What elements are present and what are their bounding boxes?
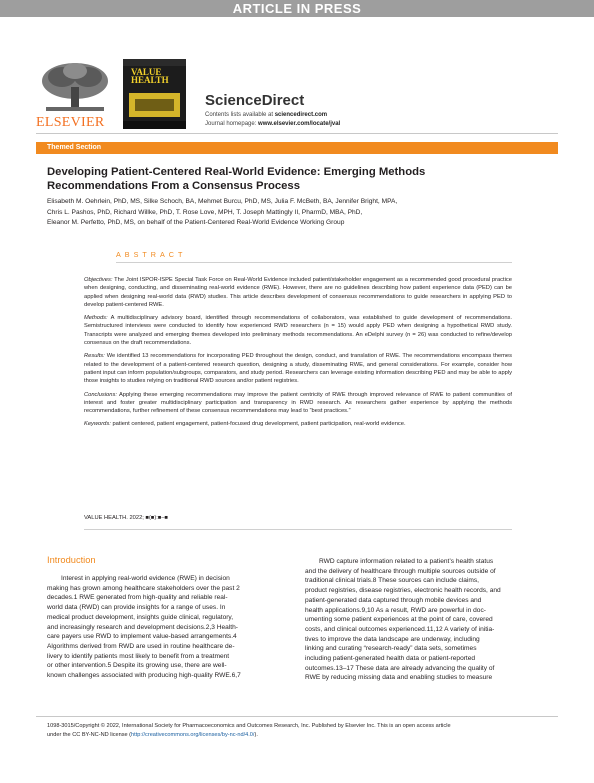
- header-divider: [36, 133, 558, 134]
- journal-citation: VALUE HEALTH. 2022; ■(■):■–■: [84, 515, 168, 521]
- text-line: Algorithms derived from RWD are used in routine healthcare de-: [47, 642, 235, 650]
- text-line: known challenges associated with producing high-quality RWE.6,7: [47, 672, 241, 680]
- text-line: and increasingly research and development decisions.2,3 Health-: [47, 623, 238, 631]
- article-title: [47, 165, 507, 193]
- author-line: Chris L. Pashos, PhD, Richard Willke, PhD, T. Rose Love, MPH, T. Joseph Mattingly II, PharmD, MBA, PhD,: [47, 208, 363, 216]
- text-line: including patient-generated health data or patient-reported: [305, 655, 476, 663]
- text-line: medical product development, insights guide clinical, regulatory,: [47, 613, 234, 621]
- cover-title: VALUE HEALTH: [131, 67, 169, 85]
- text-line: health applications.9,10 As a result, RWD are powerful in doc-: [305, 606, 486, 614]
- copyright-line: 1098-3015/Copyright © 2022, International Society for Pharmacoeconomics and Outcomes Research, Inc. Published by Elsevier Inc. This is an open access article: [47, 723, 451, 729]
- license-link[interactable]: http://creativecommons.org/licenses/by-nc-nd/4.0/: [131, 732, 255, 738]
- right-column-text: [305, 557, 547, 683]
- contents-line: [205, 112, 327, 118]
- abstract-methods: Methods: A multidisciplinary advisory board, identified through recommendations of collaborators, was established to guide development of recommendations. Semistructured interviews were conducted to identify how experienced RWD researchers (n = 15) would apply PED when designing a hypothetical RWD study. Transcripts were analyzed and emerging themes developed into preliminary methods recommendations. An eDelphi survey (n = 26) was conducted to refine/develop consensus on the draft recommendations.: [84, 315, 513, 347]
- sciencedirect-link[interactable]: sciencedirect.com: [274, 112, 328, 118]
- abstract-keywords: Keywords: patient centered, patient engagement, patient-focused drug development, patient participation, real-world evidence.: [84, 421, 406, 428]
- text-line: costs, and clinical outcomes experienced.11,12 A variety of initia-: [305, 625, 495, 633]
- abstract-results: Results: We identified 13 recommendations for incorporating PED throughout the design, conduct, and translation of RWE. The recommendations encompass themes related to the development of a patient-centered research question, designing a study, disseminating RWE, and general considerations. For example, consider how patient input can inform population/subgroups, comparators, and study period. Researchers can leverage existing information describing PED and may be able to apply those insights to studies relying on traditional RWD sources and/or patient registries.: [84, 353, 512, 385]
- text-line: world data (RWD) can provide insights for a range of uses. In: [47, 604, 226, 612]
- author-line: Elisabeth M. Oehrlein, PhD, MS, Silke Schoch, BA, Mehmet Burcu, PhD, MS, Julia F. McBeth, BA, Jennifer Bright, MPA,: [47, 198, 398, 205]
- article-in-press-banner: ARTICLE IN PRESS: [0, 0, 594, 17]
- sciencedirect-logo[interactable]: ScienceDirect: [205, 92, 305, 109]
- text-line: livery to identify patients most likely to benefit from a treatment: [47, 652, 230, 660]
- text-line: linking and curating “research-ready” data sets, sometimes: [305, 645, 477, 653]
- section-label-bar: Themed Section: [36, 142, 558, 154]
- elsevier-wordmark: ELSEVIER: [36, 115, 105, 130]
- author-line: Eleanor M. Perfetto, PhD, MS, on behalf of the Patient-Centered Real-World Evidence Working Group: [47, 219, 345, 226]
- right-column: [305, 557, 547, 683]
- text-line: care payers use RWD to implement value-based arrangements.4: [47, 633, 237, 641]
- journal-homepage-link[interactable]: www.elsevier.com/locate/jval: [258, 121, 341, 127]
- text-line: RWD capture information related to a patient’s health status: [319, 558, 494, 565]
- footer-divider: [36, 716, 558, 717]
- abstract-body: [84, 276, 512, 434]
- text-line: RWE by reducing missing data and enabling studies to measure: [305, 674, 493, 682]
- title-line: Developing Patient-Centered Real-World Evidence: Emerging Methods: [47, 166, 426, 178]
- abstract-end-rule: [84, 529, 512, 530]
- abstract-objectives: Objectives: The Joint ISPOR-ISPE Special Task Force on Real-World Evidence included patient/stakeholder engagement as a recommended good procedural practice when designing, conducting, and disseminating real-world evidence (RWE). However, there are no guidelines describing how patient experience data (PED) can be applied when designing real-world data (RWD) studies. This article describes development of consensus recommendations to guide researchers in applying PED to develop patient-centered RWE.: [84, 277, 512, 308]
- left-column-text: [47, 574, 284, 681]
- left-column: [47, 555, 284, 681]
- abstract-heading: ABSTRACT: [116, 250, 187, 259]
- text-line: decades.1 RWE generated from high-quality and reliable real-: [47, 594, 228, 602]
- text-line: product registries, disease registries, electronic health records, and: [305, 587, 501, 595]
- contents-prefix: Contents lists available at: [205, 112, 274, 118]
- text-line: and the delivery of healthcare through multiple sources outside of: [305, 567, 496, 575]
- text-line: tives to improve the data landscape are underway, including: [305, 635, 480, 643]
- abstract-conclusions: Conclusions: Applying these emerging recommendations may improve the patient centricity of RWE through improved relevance of RWE to patient communities of interest and foster greater multidisciplinary participation and transparency in RWD research. As researchers gather experience by applying the methods recommendations, further refinement of these consensus recommendations may lead to “best practices.”: [84, 391, 512, 415]
- license-line: under the CC BY-NC-ND license (http://creativecommons.org/licenses/by-nc-nd/4.0/).: [47, 732, 258, 738]
- text-line: making has grown among healthcare stakeholders over the past 2: [47, 584, 240, 592]
- journal-prefix: Journal homepage:: [205, 121, 257, 127]
- journal-cover-image: [123, 59, 186, 129]
- text-line: outcomes.13–17 These data are already advancing the quality of: [305, 664, 495, 672]
- text-line: traditional clinical trials.8 These sources can include claims,: [305, 577, 479, 585]
- introduction-heading: Introduction: [47, 555, 96, 565]
- title-line: Recommendations From a Consensus Process: [47, 180, 300, 192]
- text-line: Interest in applying real-world evidence (RWE) in decision: [61, 575, 230, 582]
- abstract-rule: [116, 262, 512, 263]
- text-line: or other intervention.5 Despite its growing use, there are well-: [47, 662, 227, 670]
- journal-homepage-line: [205, 121, 340, 127]
- text-line: umenting some patient experiences at the point of care, covered: [305, 616, 493, 624]
- author-list: [47, 197, 547, 229]
- copyright-footer: [47, 722, 547, 740]
- text-line: patient-generated data captured through mobile devices and: [305, 596, 482, 604]
